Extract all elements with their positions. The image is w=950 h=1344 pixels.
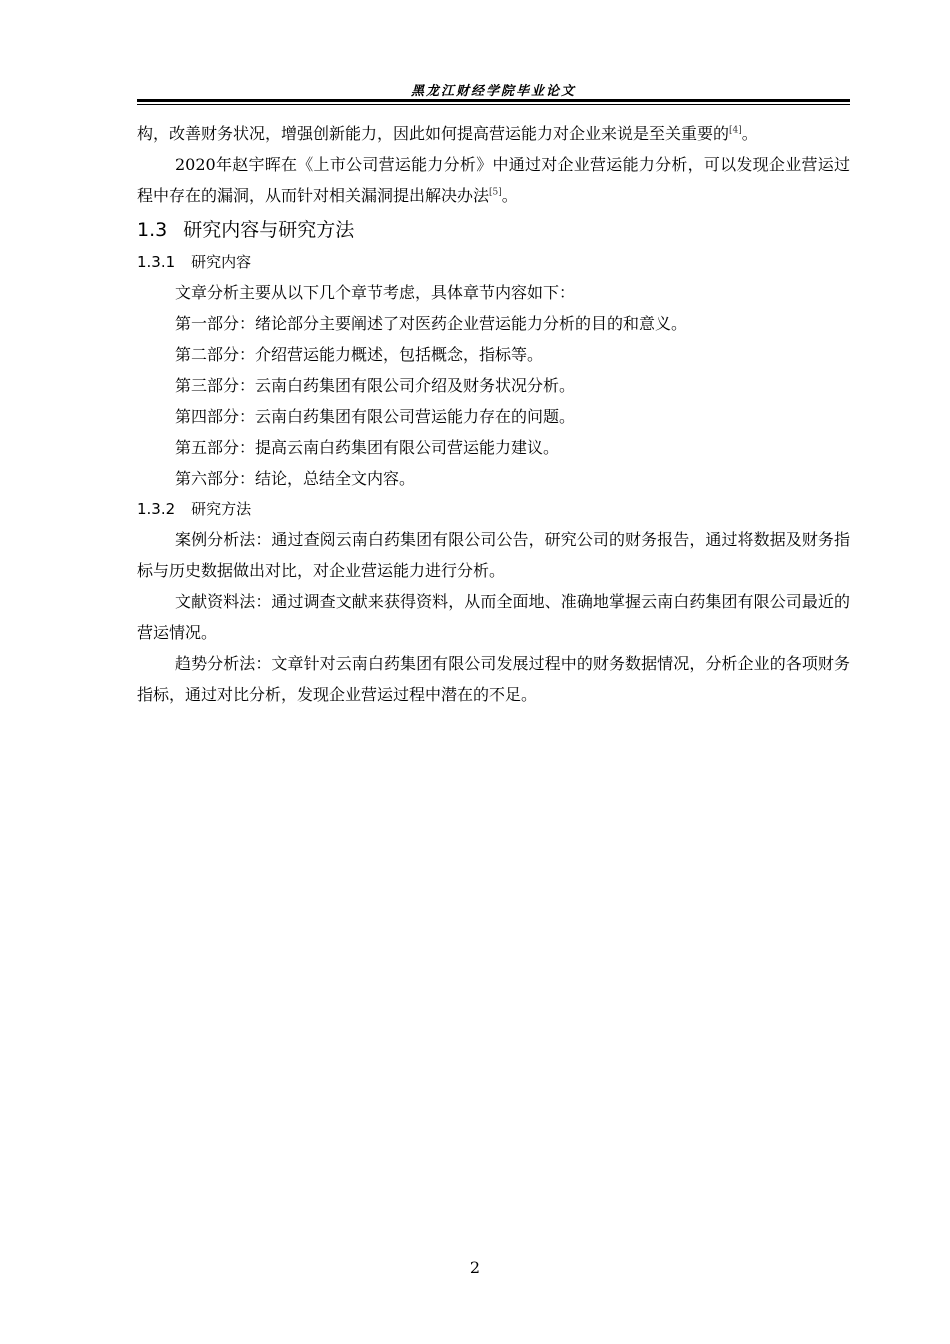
document-body [137,118,850,710]
paragraph: 案例分析法：通过查阅云南白药集团有限公司公告，研究公司的财务报告，通过将数据及财务指标与历史数据做出对比，对企业营运能力进行分析。 [137,530,850,580]
subsection-heading: 1.3.1 研究内容 [137,253,252,271]
list-item: 第二部分：介绍营运能力概述，包括概念，指标等。 [175,345,544,364]
page-number: 2 [469,1258,481,1277]
list-item: 第四部分：云南白药集团有限公司营运能力存在的问题。 [175,407,576,426]
paragraph: 文章分析主要从以下几个章节考虑，具体章节内容如下： [175,283,576,302]
header-rule-thin [137,104,850,105]
paragraph-continued: 构，改善财务状况，增强创新能力，因此如何提高营运能力对企业来说是至关重要的[4]。 [137,124,758,143]
paragraph: 2020年赵宇晖在《上市公司营运能力分析》中通过对企业营运能力分析，可以发现企业营运过程中存在的漏洞，从而针对相关漏洞提出解决办法[5]。 [137,155,850,205]
paragraph: 文献资料法：通过调查文献来获得资料，从而全面地、准确地掌握云南白药集团有限公司最近的营运情况。 [137,592,850,642]
list-item: 第一部分：绪论部分主要阐述了对医药企业营运能力分析的目的和意义。 [175,314,688,333]
paragraph: 趋势分析法：文章针对云南白药集团有限公司发展过程中的财务数据情况，分析企业的各项财务指标，通过对比分析，发现企业营运过程中潜在的不足。 [137,654,850,704]
list-item: 第六部分：结论，总结全文内容。 [175,469,416,488]
header-rule-thick [137,99,850,102]
section-heading: 1.3 研究内容与研究方法 [137,219,355,241]
list-item: 第三部分：云南白药集团有限公司介绍及财务状况分析。 [175,376,576,395]
running-header: 黑龙江财经学院毕业论文 [410,84,576,99]
list-item: 第五部分：提高云南白药集团有限公司营运能力建议。 [175,438,560,457]
citation-ref: [5] [489,187,502,198]
subsection-heading: 1.3.2 研究方法 [137,500,252,518]
citation-ref: [4] [729,125,742,136]
